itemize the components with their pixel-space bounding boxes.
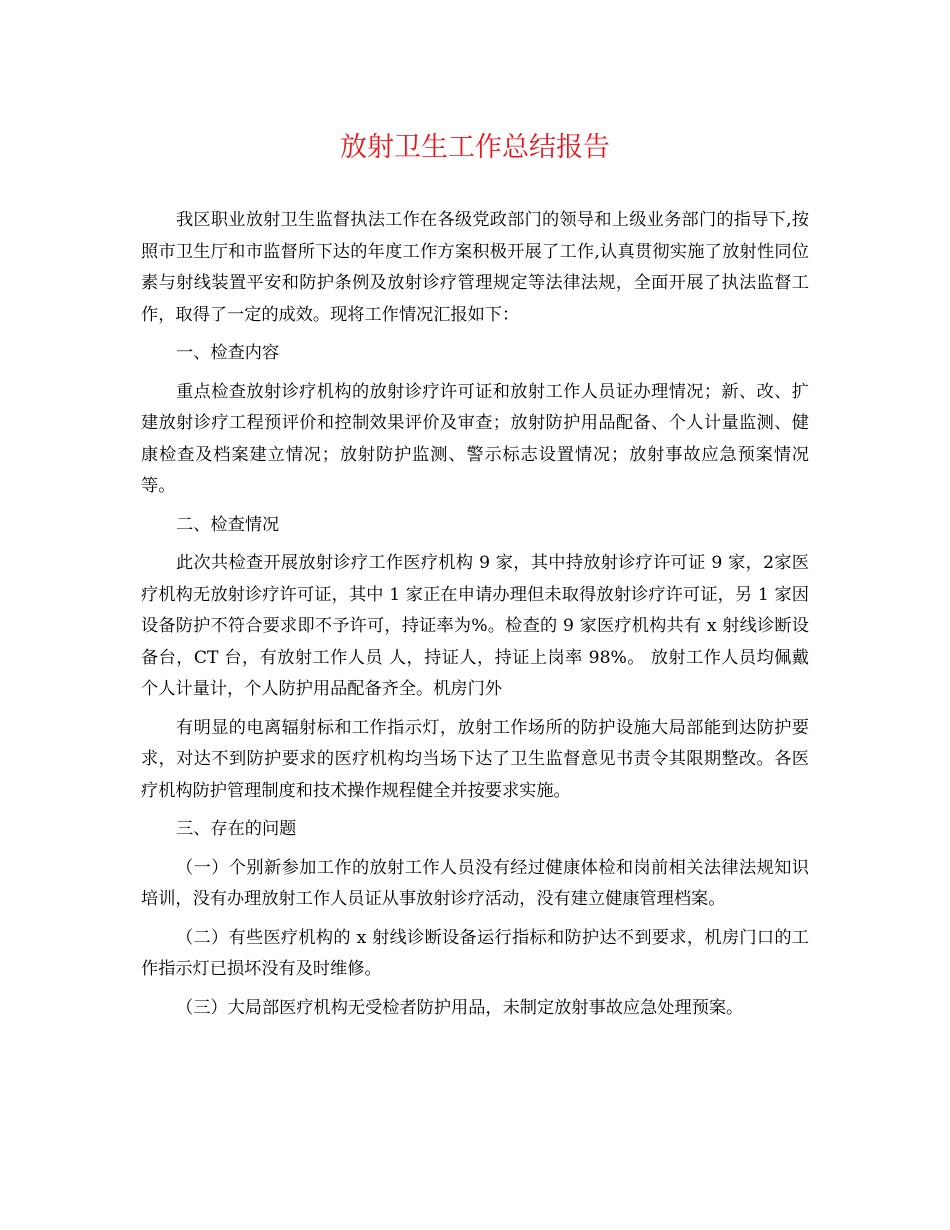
problem-item-1: （一）个别新参加工作的放射工作人员没有经过健康体检和岗前相关法律法规知识培训，没有办理放射工作人员证从事放射诊疗活动，没有建立健康管理档案。 [141,857,809,909]
document-title: 放射卫生工作总结报告 [340,132,610,163]
section-heading-inspection-content: 一、检查内容 [176,343,280,363]
section-heading-existing-problems: 三、存在的问题 [176,819,297,839]
problem-item-2: （二）有些医疗机构的 x 射线诊断设备运行指标和防护达不到要求，机房门口的工作指示灯已损坏没有及时维修。 [141,927,809,979]
section-heading-inspection-status: 二、检查情况 [176,514,280,535]
document-body [141,205,809,1031]
inspection-content-paragraph: 重点检查放射诊疗机构的放射诊疗许可证和放射工作人员证办理情况；新、改、扩建放射诊疗工程预评价和控制效果评价及审查；放射防护用品配备、个人计量监测、健康检查及档案建立情况；放射防护监测、警示标志设置情况；放射事故应急预案情况等。 [141,381,809,496]
inspection-status-paragraph: 此次共检查开展放射诊疗工作医疗机构 9 家，其中持放射诊疗许可证 9 家，2家医疗机构无放射诊疗许可证，其中 1 家正在申请办理但未取得放射诊疗许可证，另 1 家因设备防护不符合要求即不予许可，持证率为%。检查的 9 家医疗机构共有 x 射线诊断设备台，CT 台，有放射工作人员 人，持证人，持证上岗率 98%。 放射工作人员均佩戴个人计量计，个人防护用品配备齐全。机房门外 [141,553,809,699]
problem-item-3: （三）大局部医疗机构无受检者防护用品，未制定放射事故应急处理预案。 [176,997,744,1018]
inspection-status-continued-paragraph: 有明显的电离辐射标和工作指示灯，放射工作场所的防护设施大局部能到达防护要求，对达不到防护要求的医疗机构均当场下达了卫生监督意见书责令其限期整改。各医疗机构防护管理制度和技术操作规程健全并按要求实施。 [141,717,809,801]
intro-paragraph: 我区职业放射卫生监督执法工作在各级党政部门的领导和上级业务部门的指导下,按照市卫生厅和市监督所下达的年度工作方案积极开展了工作,认真贯彻实施了放射性同位素与射线装置平安和防护条例及放射诊疗管理规定等法律法规，全面开展了执法监督工作，取得了一定的成效。现将工作情况汇报如下： [141,210,809,325]
